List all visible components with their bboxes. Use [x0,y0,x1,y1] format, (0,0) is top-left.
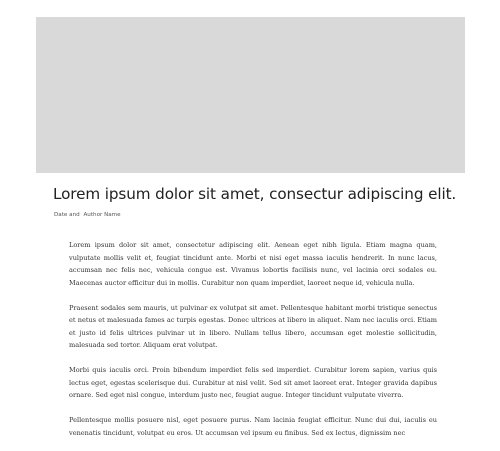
article-paragraph: Praesent sodales sem mauris, ut pulvinar ex volutpat sit amet. Pellentesque habitant morbi tristique senectus et netus et malesuada fames ac turpis egestas. Donec ultrices at libero in aliquet. Nam nec iaculis orci. Etiam et justo id felis ultrices pulvinar ut in libero. Nullam tellus libero, accumsan eget molestie sollicitudin, malesuada sed tortor. Aliquam erat volutpat. [69,303,437,350]
author-name: Author Name [83,212,121,218]
article-meta [54,211,123,219]
date-label: Date and [54,212,80,218]
article-title: Lorem ipsum dolor sit amet, consectur adipiscing elit. [53,185,457,203]
article-paragraph: Morbi quis iaculis orci. Proin bibendum imperdiet felis sed imperdiet. Curabitur lorem sapien, varius quis lectus eget, egestas scelerisque dui. Curabitur at nisl velit. Sed sit amet laoreet erat. Integer gravida dapibus ornare. Sed eget nisl congue, interdum justo nec, feugiat augue. Integer tincidunt vulputate viverra. [69,366,437,400]
article-paragraph: Pellentesque mollis posuere nisl, eget posuere purus. Nam lacinia feugiat efficitur. Nunc dui dui, iaculis eu venenatis tincidunt, volutpat eu eros. Ut accumsan vel ipsum eu finibus. Sed ex lectus, dignissim nec [69,416,437,437]
article-body [69,239,437,451]
article-paragraph: Lorem ipsum dolor sit amet, consectetur adipiscing elit. Aenean eget nibh ligula. Etiam magna quam, vulputate mollis velit et, feugiat tincidunt ante. Morbi et nisi eget massa iaculis hendrerit. In nunc lacus, accumsan nec felis nec, vehicula congue est. Vivamus lobortis facilisis nunc, vel lacinia orci sodales eu. Maecenas auctor efficitur dui in mollis. Curabitur non quam imperdiet, laoreet neque id, vehicula nulla. [69,241,437,287]
hero-image-placeholder [36,17,465,173]
